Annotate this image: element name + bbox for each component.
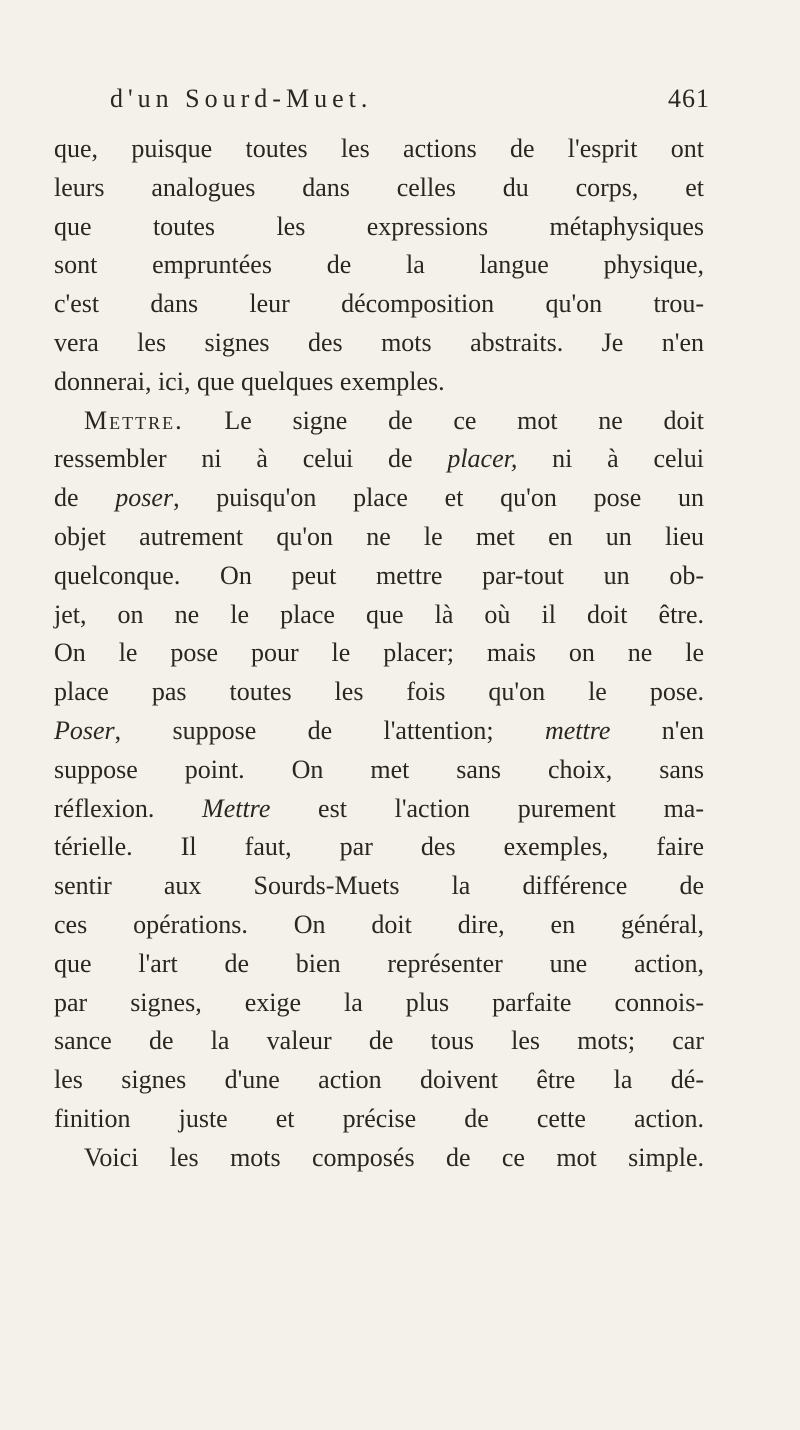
text-line: que l'art de bien représenter une action, — [54, 948, 704, 978]
text-line: objet autrement qu'on ne le met en un lieu — [54, 521, 704, 551]
text-line: de poser, puisqu'on place et qu'on pose un — [54, 483, 704, 513]
italic-term: Mettre — [202, 793, 271, 823]
text-line: quelconque. On peut mettre par-tout un ob- — [54, 560, 704, 590]
running-head — [110, 84, 710, 124]
italic-term: poser — [115, 483, 174, 513]
body-text — [54, 130, 704, 1178]
text-line: térielle. Il faut, par des exemples, faire — [54, 832, 704, 862]
text-line: On le pose pour le placer; mais on ne le — [54, 638, 704, 668]
text-line: sance de la valeur de tous les mots; car — [54, 1026, 704, 1056]
text-line: jet, on ne le place que là où il doit être. — [54, 599, 704, 629]
text-line: place pas toutes les fois qu'on le pose. — [54, 677, 704, 707]
text-line: Mettre. Le signe de ce mot ne doit — [84, 405, 704, 435]
text-line: finition juste et précise de cette action. — [54, 1103, 704, 1133]
text-line: par signes, exige la plus parfaite connois- — [54, 987, 704, 1017]
text-line: sont empruntées de la langue physique, — [54, 250, 704, 280]
italic-term: Poser — [54, 715, 115, 745]
text-line: donnerai, ici, que quelques exemples. — [54, 366, 445, 396]
text-line: réflexion. Mettre est l'action purement ma- — [54, 793, 704, 823]
text-line: ressembler ni à celui de placer, ni à celui — [54, 444, 704, 474]
text-line: que, puisque toutes les actions de l'esprit ont — [54, 134, 704, 163]
text-line: vera les signes des mots abstraits. Je n'en — [54, 327, 704, 357]
text-line: c'est dans leur décomposition qu'on trou- — [54, 289, 704, 319]
text-line: suppose point. On met sans choix, sans — [54, 754, 704, 784]
text-line: Voici les mots composés de ce mot simple. — [84, 1142, 704, 1172]
page-number: 461 — [668, 84, 710, 113]
italic-term: mettre — [544, 715, 611, 745]
headword: Mettre. — [84, 405, 184, 435]
text-line: leurs analogues dans celles du corps, et — [54, 172, 704, 202]
running-head-title: d'un Sourd-Muet. — [110, 84, 373, 113]
text-line: sentir aux Sourds-Muets la différence de — [54, 871, 704, 901]
text-line: ces opérations. On doit dire, en général, — [54, 909, 704, 939]
text-line: que toutes les expressions métaphysiques — [54, 211, 704, 241]
italic-term: placer, — [447, 444, 518, 474]
text-line: les signes d'une action doivent être la dé- — [54, 1065, 704, 1095]
text-line: Poser, suppose de l'attention; mettre n'en — [54, 715, 704, 745]
